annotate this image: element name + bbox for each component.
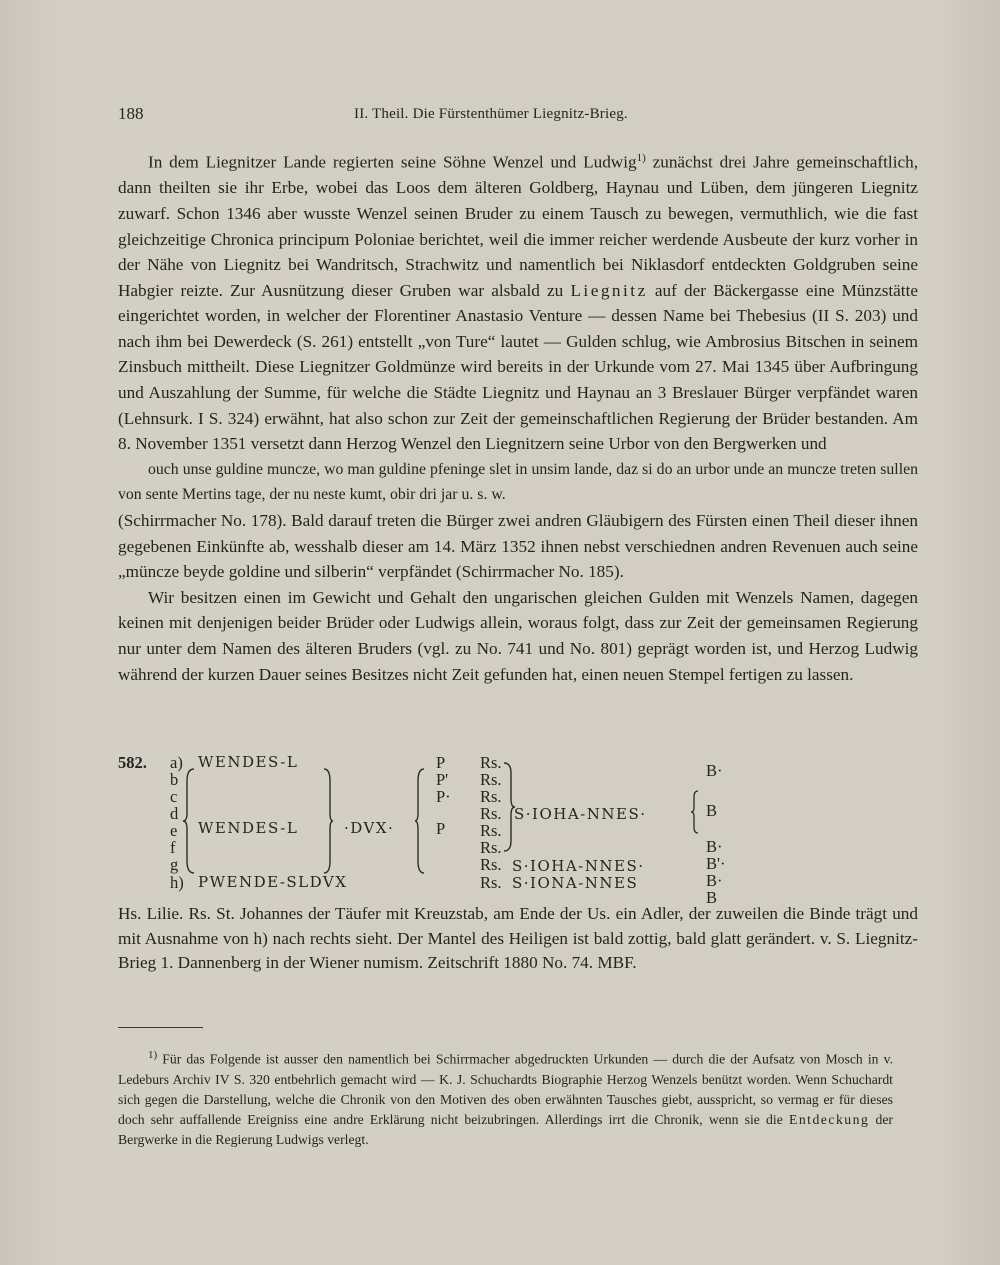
footnote	[118, 1045, 893, 1151]
variant-label: c	[170, 787, 178, 806]
reverse-legend-g: S·IOHA-NNES·	[512, 857, 645, 875]
mark-b: B	[706, 801, 718, 820]
brace-left	[182, 767, 196, 875]
running-head: II. Theil. Die Fürstenthümer Liegnitz-Brieg.	[354, 106, 628, 122]
brace-right	[690, 789, 700, 835]
mark-b: B·	[706, 761, 723, 780]
page-header	[118, 104, 918, 128]
reverse-label: Rs.	[480, 770, 502, 789]
reverse-label: Rs.	[480, 787, 502, 806]
footnote-divider	[118, 1027, 203, 1028]
variant-label: f	[170, 838, 176, 857]
spaced-word: Liegnitz	[570, 280, 648, 300]
paragraph-text: auf der Bäckergasse eine Münzstätte eingerichtet worden, in welcher der Florentiner Anastasio Venture — dessen Name bei Thebesius (II S. 203) und nach ihm bei Dewerdeck (S. 261) entstellt „von Ture“ lautet — Gulden schlug, wie Ambrosius Bitschen in seinem Zinsbuch mittheilt. Diese Liegnitzer Goldmünze wird bereits in der Urkunde vom 27. Mai 1345 über Aufbringung und Auszahlung der Summe, für welche die Städte Liegnitz und Haynau an 3 Breslauer Bürger verpfändet waren (Lehnsurk. I S. 324) erwähnt, hat also schon zur Zeit der gemeinschaftlichen Regierung der Brüder bestanden. Am 8. November 1351 versetzt dann Herzog Wenzel den Liegnitzern seine Urbor von den Bergwerken und	[118, 280, 918, 454]
obverse-legend-a: WENDES-L	[198, 753, 299, 771]
coin-variant-table	[118, 753, 918, 907]
variant-label: e	[170, 821, 178, 840]
footnote-text: der Bergwerke in die Regierung Ludwigs verlegt.	[118, 1112, 893, 1148]
brace-middle-open	[322, 767, 334, 875]
obverse-legend-h: PWENDE-SLDVX	[198, 873, 348, 891]
mark-b: B·	[706, 871, 723, 890]
mint-mark: P	[436, 753, 446, 772]
variant-label: a)	[170, 753, 183, 772]
main-text	[118, 146, 918, 687]
mint-mark: P	[436, 819, 446, 838]
coin-description	[118, 902, 918, 976]
page-number: 188	[118, 104, 144, 123]
reverse-label: Rs.	[480, 873, 502, 892]
document-quote: ouch unse guldine muncze, wo man guldine pfeninge slet in unsim lande, daz si do an urbor unde an muncze treten sullen von sente Mertins tage, der nu neste kumt, obir dri jar u. s. w.	[118, 460, 918, 504]
reverse-legend-a-f: S·IOHA-NNES·	[514, 805, 647, 823]
reverse-label: Rs.	[480, 804, 502, 823]
paragraph-text: zunächst drei Jahre gemeinschaftlich, dann theilten sie ihr Erbe, wobei das Loos dem älteren Goldberg, Haynau und Lüben, dem jüngeren Liegnitz zuwarf. Schon 1346 aber wusste Wenzel seinen Bruder zu einem Tausch zu bewegen, vermuthlich, wie die fast gleichzeitige Chronica principum Poloniae berichtet, weil die immer reicher werdende Ausbeute der kurz vorher in der Nähe von Liegnitz bei Wandritsch, Strachwitz und namentlich bei Niklasdorf entdeckten Goldgruben seine Habgier reizte. Zur Ausnützung dieser Gruben war alsbald zu	[118, 152, 918, 300]
reverse-legend-h: S·IONA-NNES	[512, 874, 639, 892]
reverse-label: Rs.	[480, 838, 502, 857]
reverse-label: Rs.	[480, 753, 502, 772]
mark-b: B·	[706, 837, 723, 856]
mint-mark: P·	[436, 787, 451, 806]
catalog-number: 582.	[118, 753, 147, 772]
footnote-text: Für das Folgende ist ausser den namentlich bei Schirrmacher abgedruckten Urkunden — durch die der Aufsatz von Mosch in v. Ledeburs Archiv IV S. 320 entbehrlich gemacht wird — K. J. Schuchardts Biographie Herzog Wenzels benützt worden. Wenn Schuchardt sich gegen die Darstellung, welche die Chronik von den Motiven des oben erwähnten Tausches giebt, ausspricht, so vermag er für dieses doch sehr auffallende Ereigniss eine andre Erklärung nicht beizubringen. Allerdings irrt die Chronik, wenn sie die	[118, 1051, 893, 1128]
variant-label: d	[170, 804, 179, 823]
dux-legend: ·DVX·	[344, 819, 395, 837]
paragraph-1	[118, 146, 918, 457]
reverse-label: Rs.	[480, 821, 502, 840]
footnote-reference: 1)	[636, 152, 646, 164]
variant-label: h)	[170, 873, 184, 892]
mint-mark: P'	[436, 770, 449, 789]
obverse-legend-b-g: WENDES-L	[198, 819, 299, 837]
mark-b: B	[706, 888, 718, 907]
paragraph-2: Wir besitzen einen im Gewicht und Gehalt den ungarischen gleichen Gulden mit Wenzels Namen, dagegen keinen mit denjenigen beider Brüder oder Ludwigs allein, woraus folgt, dass zur Zeit der gemeinsamen Regierung nur unter dem Namen des älteren Bruders (vgl. zu No. 741 und No. 801) geprägt worden ist, und Herzog Ludwig während der kurzen Dauer seines Besitzes nicht Zeit gefunden hat, einen neuen Stempel fertigen zu lassen.	[118, 587, 918, 684]
brace-middle-close	[414, 767, 426, 875]
variant-label: b	[170, 770, 179, 789]
spaced-word: Entdeckung	[788, 1112, 870, 1128]
coin-description-text: Hs. Lilie. Rs. St. Johannes der Täufer mit Kreuzstab, am Ende der Us. ein Adler, der zuweilen die Binde trägt und mit Ausnahme von h) nach rechts sieht. Der Mantel des Heiligen ist bald zottig, bald glatt gerändert. v. S. Liegnitz-Brieg 1. Dannenberg in der Wiener numism. Zeitschrift 1880 No. 74. MBF.	[118, 904, 918, 972]
reverse-label: Rs.	[480, 855, 502, 874]
mark-b: B'·	[706, 854, 726, 873]
paragraph-text: In dem Liegnitzer Lande regierten seine Söhne Wenzel und Ludwig	[148, 152, 637, 172]
variant-label: g	[170, 855, 179, 874]
paragraph-1-continued: (Schirrmacher No. 178). Bald darauf treten die Bürger zwei andren Gläubigern des Fürsten einen Theil dieser ihnen gegebenen Einkünfte ab, wesshalb dieser am 14. März 1352 ihnen nebst verschiednen andren Revenuen auch seine „müncze beyde goldine und silberin“ verpfändet (Schirrmacher No. 185).	[118, 511, 918, 582]
footnote-marker: 1)	[148, 1049, 158, 1061]
